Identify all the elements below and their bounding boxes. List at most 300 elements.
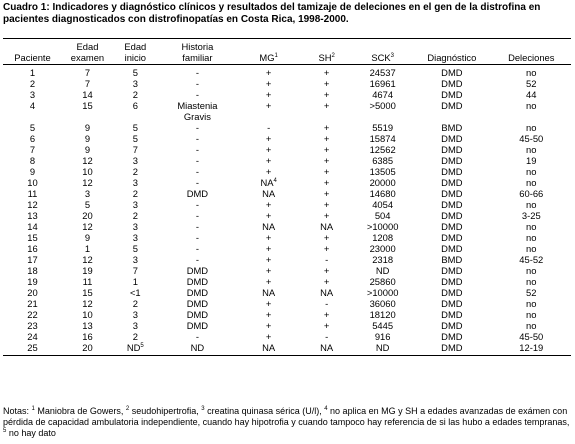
cell-value: 15874 [369,133,396,144]
cell-value: 7 [84,78,91,89]
footnote-marker: 5 [3,428,7,434]
header-deleciones: Deleciones [492,52,571,65]
cell-sh [300,155,353,166]
cell-value: - [195,144,199,155]
cell-value: 2 [132,331,138,342]
cell-diagnostico [412,177,491,188]
cell-value: 23 [27,320,38,331]
cell-value: no [526,265,537,276]
cell-value: DMD [441,199,463,210]
cell-value: DMD [441,166,463,177]
table-notes [3,406,571,439]
cell-value: 7 [29,144,36,155]
cell-edad-examen [62,65,113,79]
cell-mg [237,144,300,155]
cell-edad-inicio [113,309,158,320]
table-row [3,221,571,232]
cell-value: DMD [186,276,209,287]
cell-value: DMD [441,78,463,89]
cell-value: ND [375,265,390,276]
cell-diagnostico [412,331,491,342]
table-row [3,100,571,111]
header-familiar: familiar [158,52,237,65]
cell-edad-inicio [113,155,158,166]
cell-value: + [323,78,330,89]
cell-value: DMD [441,298,463,309]
cell-diagnostico [412,89,491,100]
cell-value: 6385 [372,155,394,166]
cell-value: no [526,221,537,232]
cell-value: 10 [82,166,93,177]
cell-value: 45-52 [519,254,544,265]
cell-deleciones [492,65,571,79]
header-mg-label: MG [259,52,275,63]
cell-edad-examen [62,320,113,331]
cell-value: 52 [526,287,537,298]
cell-value: 20 [82,210,93,221]
cell-sh [300,166,353,177]
cell-value: Gravis [183,111,211,122]
cell-value: 5 [132,122,138,133]
cell-deleciones [492,166,571,177]
table-row [3,265,571,276]
cell-value: 5 [132,243,138,254]
cell-paciente [3,210,62,221]
cell-value: NA [260,177,274,188]
cell-sck [353,243,412,254]
cell-edad-inicio [113,78,158,89]
cell-value: + [265,232,272,243]
cell-edad-inicio [113,144,158,155]
cell-value: - [325,331,329,342]
header-sck [353,52,412,65]
cell-value: 10 [27,177,38,188]
cell-diagnostico [412,265,491,276]
cell-diagnostico [412,133,491,144]
cell-value: - [195,67,199,78]
cell-paciente [3,111,62,122]
cell-value: 3 [132,155,138,166]
cell-edad-inicio [113,166,158,177]
cell-value: 24 [27,331,38,342]
cell-paciente [3,89,62,100]
cell-diagnostico [412,221,491,232]
cell-sh [300,122,353,133]
cell-value: no [526,67,537,78]
cell-value: 22 [27,309,38,320]
cell-value: + [265,309,272,320]
cell-sh [300,199,353,210]
cell-deleciones [492,276,571,287]
cell-edad-inicio [113,100,158,111]
cell-sh [300,254,353,265]
cell-value: <1 [129,287,141,298]
cell-sck [353,155,412,166]
note-text: seudohipertrofia, [129,406,202,416]
footnote-marker: 1 [31,406,35,412]
cell-sh [300,243,353,254]
cell-edad-inicio [113,133,158,144]
table-caption [3,2,571,26]
cell-value: no [526,232,537,243]
caption-line-1: Cuadro 1: Indicadores y diagnóstico clínicos y resultados del tamizaje de deleciones en el gen de la distrofina en [3,2,541,13]
cell-paciente [3,177,62,188]
cell-value: 9 [84,144,91,155]
cell-diagnostico [412,111,491,122]
header-cell [237,39,300,53]
table-row [3,111,571,122]
cell-edad-inicio [113,177,158,188]
cell-value: 19 [27,276,38,287]
cell-edad-examen [62,133,113,144]
cell-value: DMD [441,309,463,320]
cell-value: + [323,177,330,188]
cell-value: 1 [132,276,138,287]
cell-value: 16 [82,331,93,342]
cell-value: no [526,144,537,155]
cell-mg [237,221,300,232]
header-row-2 [3,52,571,65]
cell-mg [237,199,300,210]
cell-edad-inicio [113,243,158,254]
cell-value: 2 [29,78,36,89]
cell-edad-inicio [113,265,158,276]
cell-value: DMD [441,210,463,221]
cell-mg [237,89,300,100]
cell-mg [237,188,300,199]
cell-value: + [265,298,272,309]
cell-sh [300,276,353,287]
cell-edad-examen [62,155,113,166]
cell-value: + [323,199,330,210]
cell-edad-inicio [113,287,158,298]
cell-value: + [323,155,330,166]
cell-value: 12 [82,155,93,166]
cell-sck [353,188,412,199]
cell-value: 3 [29,89,36,100]
cell-value: no [526,320,537,331]
cell-value: 3 [132,320,138,331]
cell-value: 2 [132,298,138,309]
cell-historia-familiar [158,111,237,122]
cell-paciente [3,166,62,177]
table-row [3,166,571,177]
cell-sh [300,298,353,309]
cell-deleciones [492,199,571,210]
cell-value: - [195,155,199,166]
cell-historia-familiar [158,287,237,298]
table-row [3,243,571,254]
cell-sh [300,177,353,188]
cell-paciente [3,265,62,276]
cell-value: 45-50 [519,133,544,144]
cell-sck [353,309,412,320]
cell-edad-examen [62,199,113,210]
cell-sck [353,298,412,309]
cell-mg [237,342,300,356]
cell-sck [353,331,412,342]
cell-mg [237,287,300,298]
table-row [3,210,571,221]
cell-edad-examen [62,331,113,342]
cell-historia-familiar [158,199,237,210]
table-row [3,155,571,166]
cell-diagnostico [412,166,491,177]
cell-historia-familiar [158,166,237,177]
cell-value: NA [262,221,276,232]
table-row [3,254,571,265]
header-cell [353,39,412,53]
cell-sck [353,232,412,243]
cell-value: DMD [441,188,463,199]
cell-value: 6 [132,100,138,111]
cell-value: 25860 [369,276,396,287]
cell-paciente [3,78,62,89]
cell-historia-familiar [158,155,237,166]
cell-value: DMD [186,188,209,199]
cell-value: 52 [526,78,537,89]
cell-value: 7 [132,265,138,276]
cell-sh [300,210,353,221]
cell-value: NA [262,287,276,298]
cell-value: 5 [29,122,36,133]
cell-value: 1 [84,243,91,254]
header-mg [237,52,300,65]
cell-deleciones [492,122,571,133]
cell-value: DMD [441,89,463,100]
cell-value: 5 [132,67,138,78]
cell-mg [237,166,300,177]
cell-value: - [195,243,199,254]
cell-value: 10 [82,309,93,320]
cell-historia-familiar [158,122,237,133]
cell-value: 14 [82,89,93,100]
note-text: Maniobra de Gowers, [34,406,126,416]
cell-value: BMD [441,122,463,133]
cell-value: ND [190,342,205,353]
cell-value: 12-19 [519,342,544,353]
cell-mg [237,243,300,254]
cell-edad-inicio [113,320,158,331]
cell-value: + [265,210,272,221]
cell-value: 21 [27,298,38,309]
cell-value: DMD [441,100,463,111]
cell-diagnostico [412,298,491,309]
cell-paciente [3,342,62,356]
cell-value: NA [320,221,334,232]
cell-value: 19 [526,155,537,166]
footnote-marker: 5 [140,342,144,349]
cell-historia-familiar [158,254,237,265]
cell-value: 36060 [369,298,396,309]
cell-paciente [3,221,62,232]
cell-edad-examen [62,287,113,298]
cell-value: no [526,199,537,210]
cell-edad-inicio [113,89,158,100]
cell-mg [237,210,300,221]
cell-historia-familiar [158,342,237,356]
cell-edad-examen [62,188,113,199]
cell-edad-inicio [113,276,158,287]
cell-value: + [265,144,272,155]
header-examen: examen [62,52,113,65]
cell-historia-familiar [158,177,237,188]
cell-deleciones [492,243,571,254]
cell-value: no [526,276,537,287]
cell-historia-familiar [158,221,237,232]
cell-value: + [323,100,330,111]
cell-value: - [195,122,199,133]
cell-value: 23000 [369,243,396,254]
cell-sck [353,265,412,276]
cell-deleciones [492,221,571,232]
cell-sh [300,100,353,111]
cell-value: 14 [27,221,38,232]
cell-value: ND [126,342,141,353]
header-cell [3,39,62,53]
cell-diagnostico [412,342,491,356]
cell-value: 18 [27,265,38,276]
cell-historia-familiar [158,100,237,111]
cell-diagnostico [412,65,491,79]
cell-edad-examen [62,309,113,320]
cell-value: 3 [132,78,138,89]
cell-value: + [323,144,330,155]
cell-sck [353,320,412,331]
cell-value: 25 [27,342,38,353]
cell-edad-inicio [113,232,158,243]
cell-deleciones [492,89,571,100]
cell-value: 9 [84,122,91,133]
cell-historia-familiar [158,243,237,254]
cell-value: 504 [374,210,391,221]
cell-edad-inicio [113,199,158,210]
cell-value: 20 [82,342,93,353]
cell-sck [353,254,412,265]
cell-edad-examen [62,100,113,111]
cell-edad-inicio [113,111,158,122]
cell-value: + [323,166,330,177]
cell-edad-examen [62,342,113,356]
cell-value: no [526,177,537,188]
table-row [3,287,571,298]
header-cell [492,39,571,53]
cell-mg [237,232,300,243]
cell-deleciones [492,232,571,243]
cell-paciente [3,100,62,111]
cell-value: 14680 [369,188,396,199]
cell-value: + [323,122,330,133]
cell-sck [353,133,412,144]
cell-value: DMD [441,133,463,144]
cell-value: 1 [29,67,36,78]
cell-value: 13505 [369,166,396,177]
cell-sh [300,111,353,122]
footnote-marker: 3 [201,406,205,412]
cell-diagnostico [412,232,491,243]
cell-sh [300,265,353,276]
cell-value: + [323,243,330,254]
cell-edad-examen [62,89,113,100]
cell-value: + [323,188,330,199]
cell-diagnostico [412,199,491,210]
cell-value: - [195,221,199,232]
cell-edad-inicio [113,331,158,342]
cell-sck [353,65,412,79]
footnote-marker: 4 [324,406,328,412]
table-row [3,144,571,155]
cell-value: + [265,276,272,287]
cell-value: 3 [84,188,91,199]
cell-paciente [3,309,62,320]
cell-value: no [526,298,537,309]
cell-paciente [3,276,62,287]
cell-sck [353,144,412,155]
cell-diagnostico [412,188,491,199]
cell-value: 3 [132,177,138,188]
cell-value: NA [262,342,276,353]
cell-value: DMD [441,243,463,254]
cell-value: ND [375,342,390,353]
cell-value: 3 [132,254,138,265]
cell-value: + [323,320,330,331]
table-row [3,188,571,199]
cell-value: + [265,331,272,342]
cell-value: 24537 [369,67,396,78]
cell-sck [353,210,412,221]
cell-value: BMD [441,254,463,265]
cell-sck [353,276,412,287]
cell-historia-familiar [158,320,237,331]
header-row-1 [3,39,571,53]
cell-mg [237,331,300,342]
cell-value: 5 [132,133,138,144]
cell-diagnostico [412,122,491,133]
table-row [3,199,571,210]
cell-paciente [3,287,62,298]
cell-value: - [195,331,199,342]
cell-deleciones [492,254,571,265]
cell-value: >10000 [366,287,399,298]
cell-value: NA [320,287,334,298]
cell-value: + [265,100,272,111]
cell-value: + [265,155,272,166]
cell-value: DMD [441,67,463,78]
cell-value: + [323,89,330,100]
cell-historia-familiar [158,276,237,287]
cell-sck [353,221,412,232]
cell-sh [300,65,353,79]
footnote-marker: 1 [274,52,278,59]
cell-edad-examen [62,265,113,276]
cell-historia-familiar [158,210,237,221]
cell-edad-examen [62,232,113,243]
cell-mg [237,298,300,309]
cell-edad-inicio [113,210,158,221]
cell-diagnostico [412,276,491,287]
cell-value: 2318 [372,254,394,265]
cell-sck [353,342,412,356]
cell-value: DMD [441,232,463,243]
cell-edad-examen [62,177,113,188]
cell-value: 12 [27,199,38,210]
footnote-marker: 3 [390,52,394,59]
cell-edad-examen [62,144,113,155]
cell-value: Miastenia [177,100,218,111]
cell-value: + [265,89,272,100]
cell-paciente [3,320,62,331]
cell-value: DMD [441,144,463,155]
